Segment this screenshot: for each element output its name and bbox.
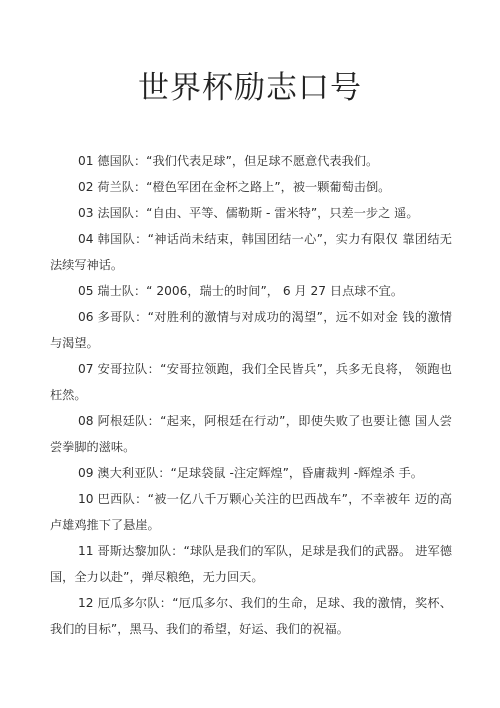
- slogan-paragraph: 10 巴西队：“被一亿八千万颗心关注的巴西战车”，不幸被年 迈的高卢雄鸡推下了悬崖。: [50, 492, 452, 532]
- slogan-paragraph: 08 阿根廷队：“起来，阿根廷在行动”，即使失败了也要让德 国人尝尝拳脚的滋味。: [50, 414, 452, 454]
- slogan-paragraph: 03 法国队：“自由、平等、儒勒斯 - 雷米特”，只差一步之 遥。: [78, 206, 419, 220]
- slogan-paragraph: 04 韩国队：“神话尚未结束，韩国团结一心”，实力有限仅 靠团结无法续写神话。: [50, 232, 452, 272]
- slogan-list: [50, 148, 452, 642]
- page-title: 世界杯励志口号: [138, 70, 362, 106]
- slogan-paragraph: 12 厄瓜多尔队：“厄瓜多尔、我们的生命，足球、我的激情，奖杯、我们的目标”，黑马、我们的希望，好运、我们的祝福。: [50, 596, 452, 636]
- slogan-paragraph: 06 多哥队：“对胜利的激情与对成功的渴望”，远不如对金 钱的激情与渴望。: [50, 310, 452, 350]
- slogan-paragraph: 11 哥斯达黎加队：“球队是我们的军队，足球是我们的武器。 进军德国，全力以赴”，弹尽粮绝，无力回天。: [50, 544, 452, 584]
- slogan-paragraph: 09 澳大利亚队：“足球袋鼠 -注定辉煌”，昏庸裁判 -辉煌杀 手。: [78, 466, 423, 480]
- slogan-paragraph: 07 安哥拉队：“安哥拉领跑，我们全民皆兵”，兵多无良将， 领跑也枉然。: [50, 362, 452, 402]
- slogan-paragraph: 05 瑞士队：“ 2006，瑞士的时间”， 6 月 27 日点球不宜。: [78, 284, 404, 298]
- slogan-paragraph: 01 德国队：“我们代表足球”，但足球不愿意代表我们。: [78, 154, 379, 168]
- slogan-paragraph: 02 荷兰队：“橙色军团在金杯之路上”，被一颗葡萄击倒。: [78, 180, 391, 194]
